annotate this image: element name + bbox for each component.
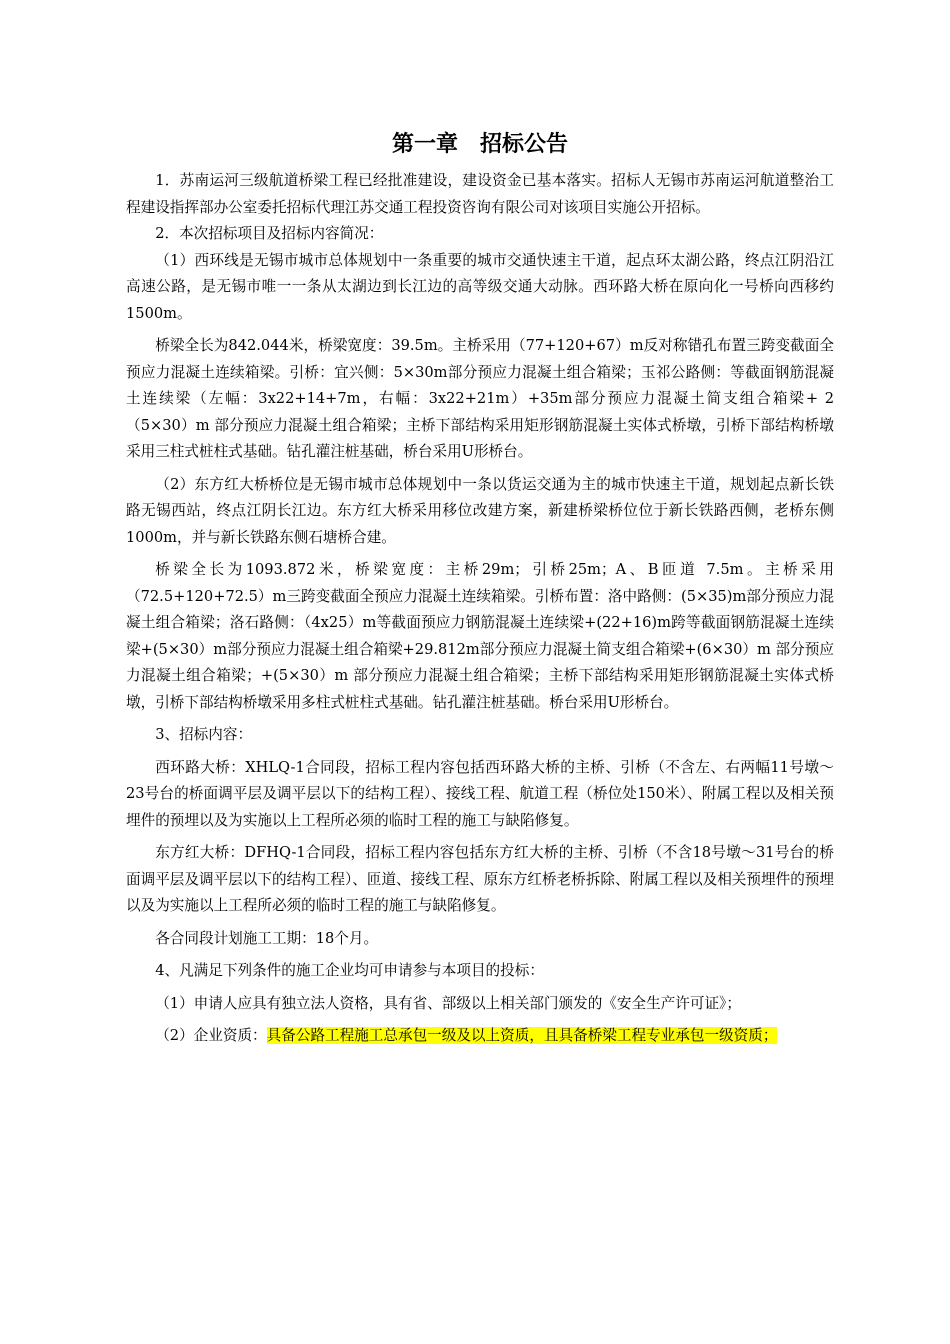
page-title: 第一章 招标公告 (391, 132, 568, 157)
paragraph-2: 2．本次招标项目及招标内容简况： (155, 225, 384, 242)
paragraph-11: 4、凡满足下列条件的施工企业均可申请参与本项目的投标： (155, 962, 544, 979)
paragraph-10: 各合同段计划施工工期：18个月。 (155, 929, 379, 947)
paragraph-1: 1．苏南运河三级航道桥梁工程已经批准建设，建设资金已基本落实。招标人无锡市苏南运河航道整治工程建设指挥部办公室委托招标代理江苏交通工程投资咨询有限公司对该项目实施公开招标。 (126, 172, 834, 216)
paragraph-9: 东方红大桥：DFHQ-1合同段，招标工程内容包括东方红大桥的主桥、引桥（不含18号墩～31号台的桥面调平层及调平层以下的结构工程）、匝道、接线工程、原东方红桥老桥拆除、附属工程以及相关预埋件的预埋以及为实施以上工程所必须的临时工程的施工与缺陷修复。 (126, 844, 834, 914)
paragraph-5: （2）东方红大桥桥位是无锡市城市总体规划中一条以货运交通为主的城市快速主干道，规划起点新长铁路无锡西站，终点江阴长江边。东方红大桥采用移位改建方案，新建桥梁桥位位于新长铁路西侧，老桥东侧1000m，并与新长铁路东侧石塘桥合建。 (126, 475, 834, 546)
paragraph-12: （1）申请人应具有独立法人资格，具有省、部级以上相关部门颁发的《安全生产许可证》； (155, 994, 741, 1012)
paragraph-3: （1）西环线是无锡市城市总体规划中一条重要的城市交通快速主干道，起点环太湖公路，终点江阴沿江高速公路，是无锡市唯一一条从太湖边到长江边的高等级交通大动脉。西环路大桥在原向化一号桥向西移约1500m。 (126, 251, 834, 322)
paragraph-6: 桥梁全长为1093.872米，桥梁宽度：主桥29m；引桥25m；A、B匝道 7.5m。主桥采用（72.5+120+72.5）m三跨变截面全预应力混凝土连续箱梁。引桥布置：洛中路侧：(5×35)m部分预应力混凝土组合箱梁；洛石路侧：（4x25）m等截面预应力钢筋混凝土连续梁+(22+16)m跨等截面钢筋混凝土连续梁+(5×30）m部分预应力混凝土组合箱梁+29.812m部分预应力混凝土简支组合箱梁+(6×30）m 部分预应力混凝土组合箱梁；+(5×30）m 部分预应力混凝土组合箱梁；主桥下部结构采用矩形钢筋混凝土实体式桥墩，引桥下部结构桥墩采用多柱式桩柱式基础。钻孔灌注桩基础。桥台采用U形桥台。 (126, 561, 834, 711)
paragraph-13-prefix: （2）企业资质： (155, 1027, 267, 1044)
paragraph-8: 西环路大桥：XHLQ-1合同段，招标工程内容包括西环路大桥的主桥、引桥（不含左、右两幅11号墩～23号台的桥面调平层及调平层以下的结构工程）、接线工程、航道工程（桥位处150米）、附属工程以及相关预埋件的预埋以及为实施以上工程所必须的临时工程的施工与缺陷修复。 (126, 758, 834, 829)
highlighted-text: 具备公路工程施工总承包一级及以上资质，且具备桥梁工程专业承包一级资质； (266, 1027, 778, 1044)
document-page (126, 126, 834, 1050)
paragraph-7: 3、招标内容： (155, 726, 253, 743)
paragraph-13 (126, 1023, 834, 1050)
paragraph-4: 桥梁全长为842.044米，桥梁宽度：39.5m。主桥采用（77+120+67）m反对称错孔布置三跨变截面全预应力混凝土连续箱梁。引桥：宜兴侧：5×30m部分预应力混凝土组合箱梁；玉祁公路侧：等截面钢筋混凝土连续梁（左幅：3x22+14+7m，右幅：3x22+21m）+35m部分预应力混凝土简支组合箱梁+ 2（5×30）m 部分预应力混凝土组合箱梁；主桥下部结构采用矩形钢筋混凝土实体式桥墩，引桥下部结构桥墩采用三柱式桩柱式基础。钻孔灌注桩基础，桥台采用U形桥台。 (126, 337, 834, 460)
